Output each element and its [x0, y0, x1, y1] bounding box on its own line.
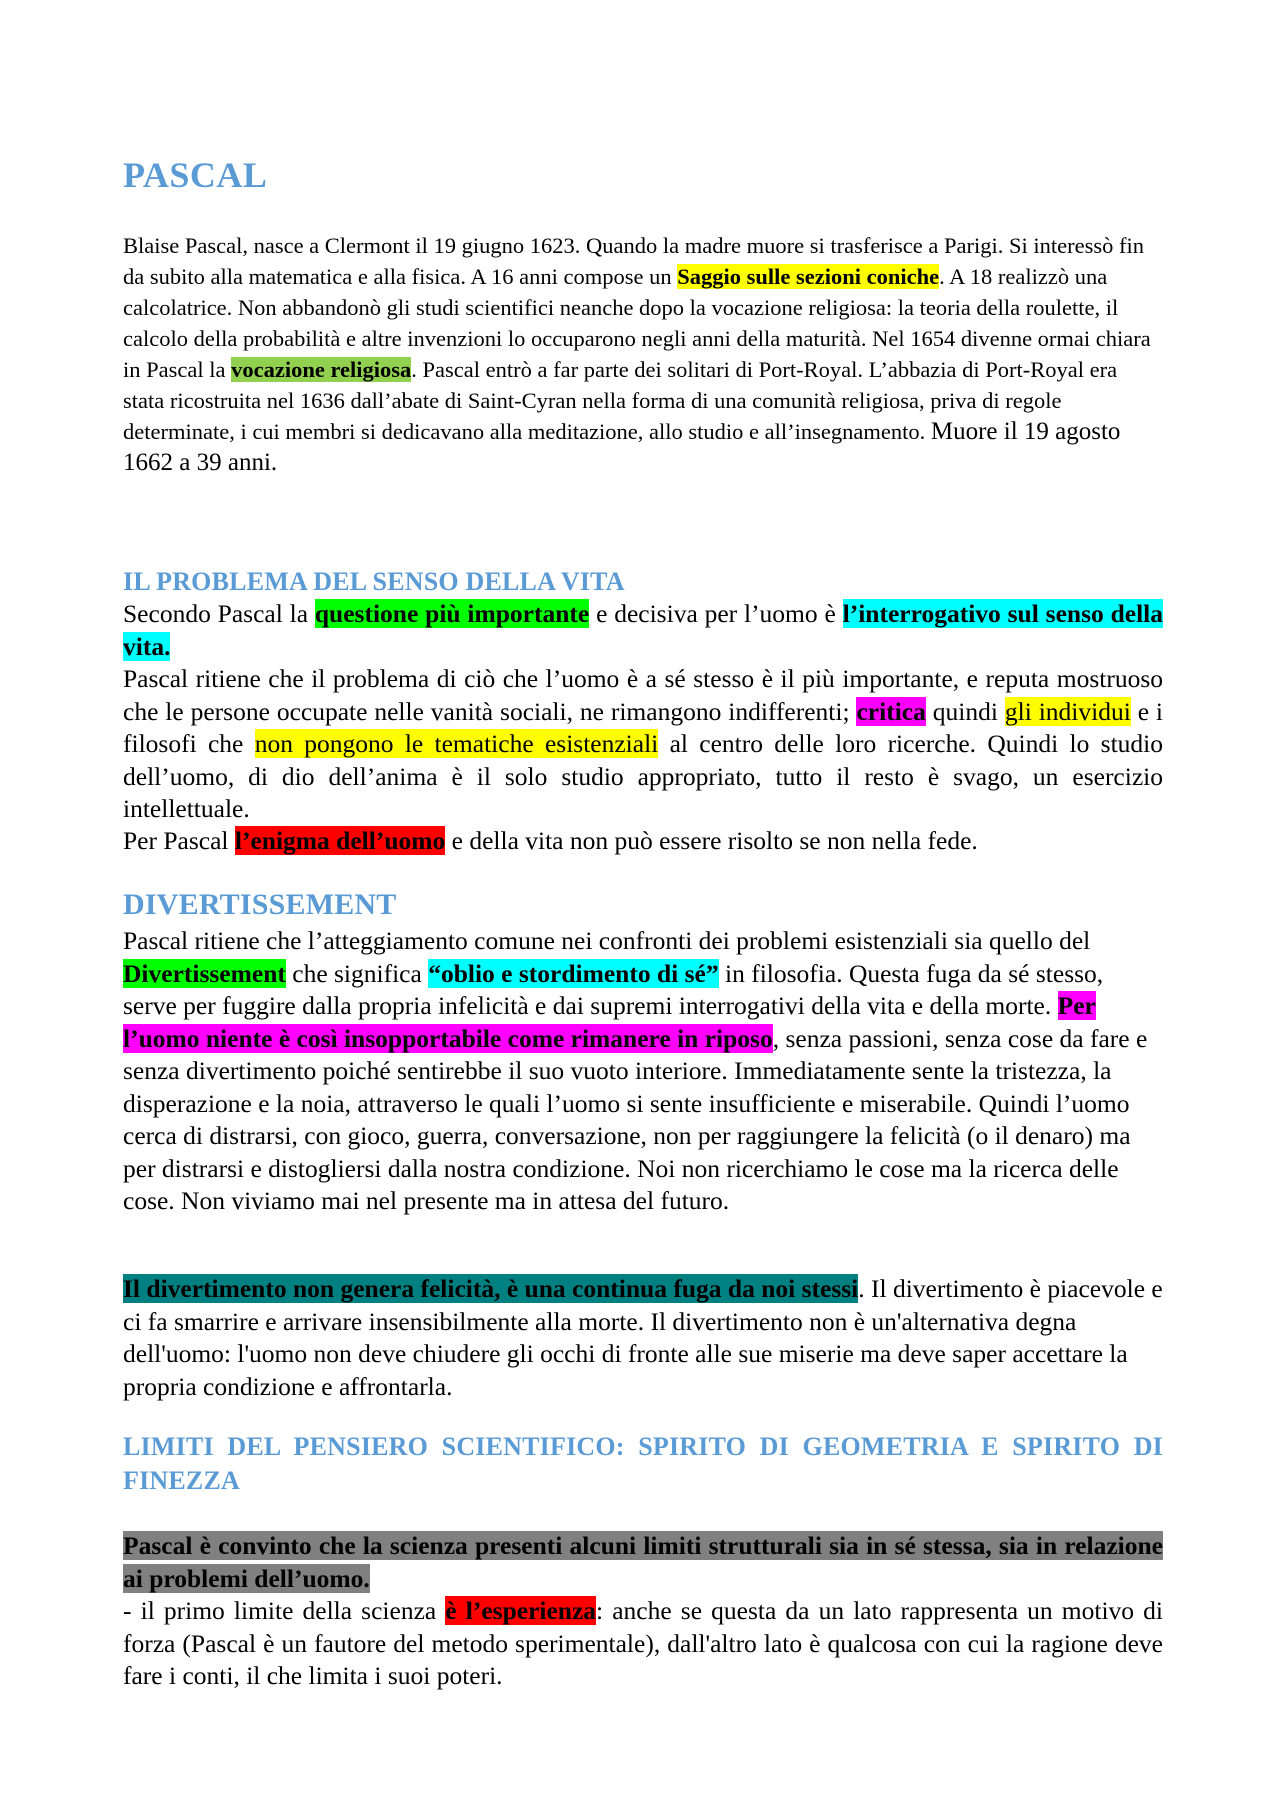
highlight-vocazione: vocazione religiosa — [231, 357, 412, 382]
senso-paragraph-2 — [123, 663, 1163, 826]
page-title: PASCAL — [123, 155, 268, 195]
limiti-text-2: : anche se questa da un lato rappresenta un motivo di forza (Pascal è un fautore del metodo sperimentale), dall'altro lato è qualcosa con cui la ragione deve fare i conti, il che limita i suoi poteri. — [123, 1596, 1163, 1690]
divert-text-3: in filosofia. Questa fuga da sé stesso, serve per fuggire dalla propria infelicità e dai supremi interrogativi della vita e della morte. — [123, 958, 1104, 1020]
section-heading-senso: IL PROBLEMA DEL SENSO DELLA VITA — [123, 567, 625, 596]
senso-text-6: al centro delle loro ricerche. Quindi lo studio dell’uomo, di dio dell’anima è il solo studio appropriato, tutto il resto è svago, un esercizio intellettuale. — [123, 729, 1163, 823]
divert-text-1: Pascal ritiene che l’atteggiamento comune nei confronti dei problemi esistenziali sia quello del — [123, 926, 1091, 955]
highlight-tematiche: non pongono le tematiche esistenziali — [254, 729, 659, 758]
highlight-riposo: Per l’uomo niente è così insopportabile come rimanere in riposo — [123, 991, 1096, 1053]
intro-text-2: . A 18 realizzò una calcolatrice. Non abbandonò gli studi scientifici neanche dopo la vocazione religiosa: la teoria della roulette, il calcolo della probabilità e altre invenzioni lo occuparono negli anni della maturità. Nel 1654 divenne ormai chiara in Pascal la — [123, 264, 1151, 382]
senso-text-2: e decisiva per l’uomo è — [589, 599, 843, 628]
highlight-interrogativo: l’interrogativo sul senso della vita. — [123, 599, 1163, 661]
intro-paragraph — [123, 230, 1163, 478]
limiti-text-1: - il primo limite della scienza — [123, 1596, 446, 1625]
section-heading-limiti: LIMITI DEL PENSIERO SCIENTIFICO: SPIRITO DI GEOMETRIA E SPIRITO DI FINEZZA — [123, 1432, 1163, 1495]
highlight-individui: gli individui — [1004, 696, 1131, 726]
intro-text-1: Blaise Pascal, nasce a Clermont il 19 giugno 1623. Quando la madre muore si trasferisce a Parigi. Si interessò fin da subito alla matematica e alla fisica. A 16 anni compose un — [123, 233, 1145, 289]
senso-text-5: e i filosofi che — [123, 696, 1164, 758]
senso-text-1: Secondo Pascal la — [123, 599, 315, 628]
divert-text-4: , senza passioni, senza cose da fare e senza divertimento poiché sentirebbe il suo vuoto interiore. Immediatamente sente la tristezza, la disperazione e la noia, attraverso le quali l’uomo si sente insufficiente e miserabile. Quindi l’uomo cerca di distrarsi, con gioco, guerra, conversazione, non per raggiungere la felicità (o il denaro) ma per distrarsi e distogliersi dalla nostra condizione. Noi non ricerchiamo le cose ma la ricerca delle cose. Non viviamo mai nel presente ma in attesa del futuro. — [123, 1023, 1148, 1215]
senso-text-8: e della vita non può essere risolto se non nella fede. — [445, 826, 978, 855]
intro-text-4: Muore il 19 agosto 1662 a 39 anni. — [123, 418, 1121, 476]
divert-text-5: . Il divertimento è piacevole e ci fa smarrire e arrivare insensibilmente alla morte. Il divertimento non è un'alternativa degna dell'uomo: l'uomo non deve chiudere gli occhi di fronte alle sue miserie ma deve saper accettare la propria condizione e affrontarla. — [123, 1274, 1163, 1401]
divertissement-paragraph-2 — [123, 1273, 1163, 1403]
limiti-paragraph-1 — [123, 1530, 1163, 1595]
divertissement-paragraph-1 — [123, 925, 1163, 1218]
highlight-oblio: “oblio e stordimento di sé” — [428, 958, 719, 988]
highlight-divertissement: Divertissement — [123, 958, 286, 988]
highlight-limiti: Pascal è convinto che la scienza presenti alcuni limiti strutturali sia in sé stessa, sia in relazione ai problemi dell’uomo. — [123, 1531, 1163, 1593]
highlight-esperienza: è l’esperienza — [445, 1596, 597, 1625]
section-heading-divertissement: DIVERTISSEMENT — [123, 888, 397, 921]
senso-paragraph-3 — [123, 825, 1163, 858]
senso-text-7: Per Pascal — [123, 826, 235, 855]
highlight-questione: questione più importante — [314, 599, 590, 628]
highlight-enigma: l’enigma dell’uomo — [234, 826, 446, 855]
intro-text-3: . Pascal entrò a far parte dei solitari di Port-Royal. L’abbazia di Port-Royal era stata ricostruita nel 1636 dall’abate di Saint-Cyran nella forma di una comunità religiosa, priva di regole determinate, i cui membri si dedicavano alla meditazione, allo studio e all’insegnamento. — [123, 357, 1118, 444]
senso-paragraph-1 — [123, 598, 1163, 663]
divert-text-2: che significa — [285, 958, 429, 988]
senso-text-3: Pascal ritiene che il problema di ciò che l’uomo è a sé stesso è il più importante, e reputa mostruoso che le persone occupate nelle vanità sociali, ne rimangono indifferenti; — [123, 664, 1163, 726]
highlight-fuga: Il divertimento non genera felicità, è una continua fuga da noi stessi — [123, 1274, 859, 1303]
highlight-critica: critica — [856, 696, 926, 726]
highlight-saggio: Saggio sulle sezioni coniche — [677, 264, 940, 289]
limiti-paragraph-2 — [123, 1595, 1163, 1693]
senso-text-4: quindi — [925, 696, 1005, 726]
